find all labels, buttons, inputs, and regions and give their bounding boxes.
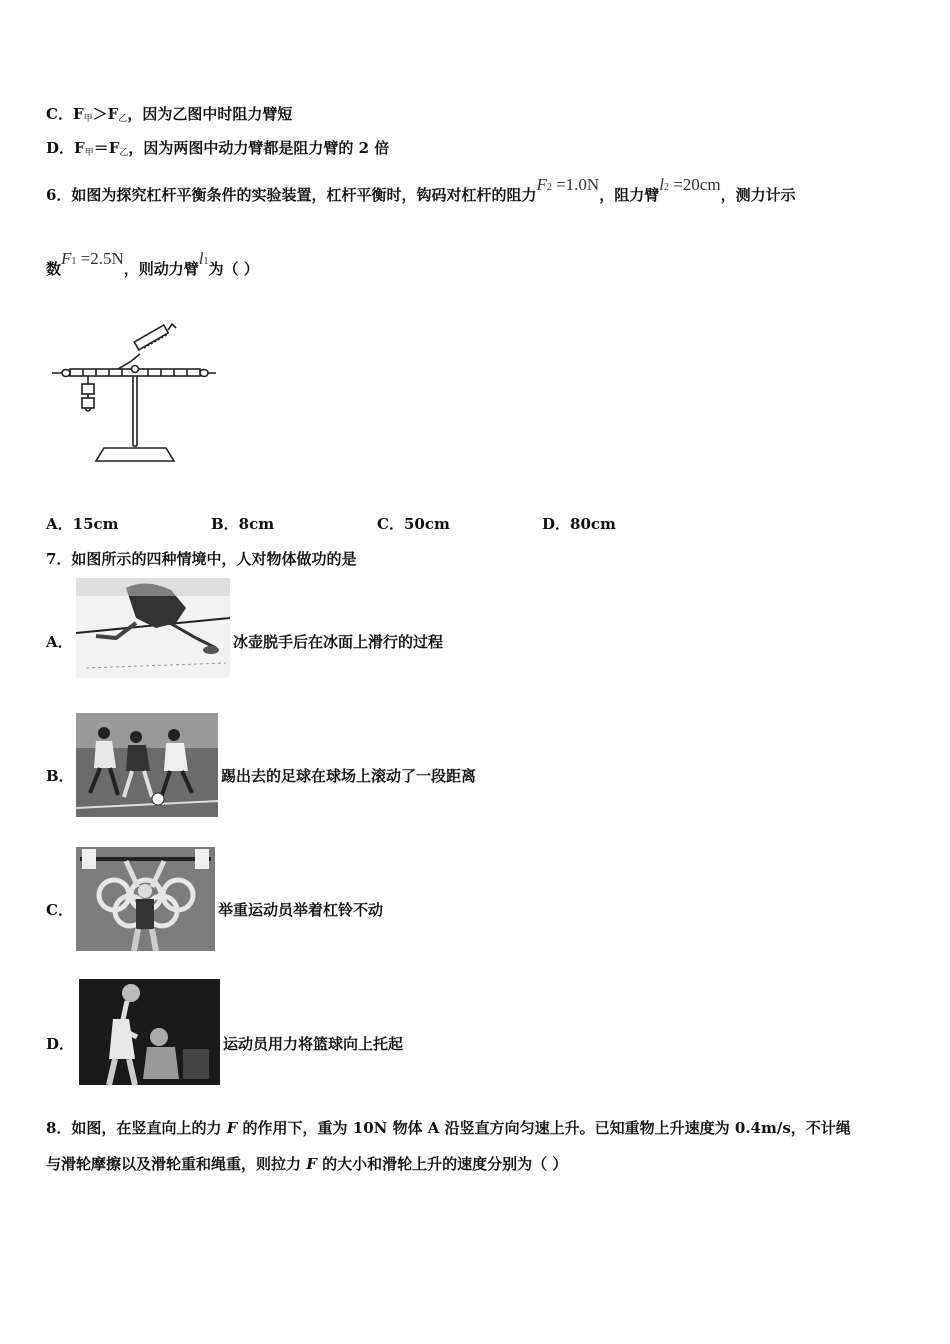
- q7-option-a-text: 冰壶脱手后在冰面上滑行的过程: [233, 633, 444, 651]
- lever-apparatus-figure: [48, 318, 223, 466]
- weightlifting-photo: [76, 847, 215, 951]
- q6-option-a[interactable]: A．15cm: [46, 515, 119, 533]
- option-c-line: C．F甲＞F乙，因为乙图中时阻力臂短: [46, 105, 293, 124]
- q6-option-d[interactable]: D．80cm: [542, 515, 616, 533]
- option-d-line: D．F甲＝F乙，因为两图中动力臂都是阻力臂的 2 倍: [46, 139, 390, 158]
- l1-formula: l1: [198, 249, 209, 268]
- q6-stem-line1: 6．如图为探究杠杆平衡条件的实验装置，杠杆平衡时，钩码对杠杆的阻力F2 =1.0N，阻力臂l2 =20cm，测力计示: [46, 175, 796, 204]
- q7-stem: 7．如图所示的四种情境中，人对物体做功的是: [46, 550, 357, 568]
- basketball-photo: [79, 979, 220, 1085]
- f1-formula: F1 =2.5N: [61, 249, 124, 268]
- q6-option-b[interactable]: B．8cm: [211, 515, 275, 533]
- q6-option-c[interactable]: C．50cm: [377, 515, 450, 533]
- curling-photo: [76, 578, 230, 678]
- q7-option-b-text: 踢出去的足球在球场上滚动了一段距离: [221, 767, 477, 785]
- soccer-photo: [76, 713, 218, 817]
- f2-formula: F2 =1.0N: [536, 175, 600, 194]
- q7-option-c-letter[interactable]: C．: [46, 901, 73, 919]
- q7-option-a-letter[interactable]: A．: [46, 633, 73, 651]
- q8-stem-line2: 与滑轮摩擦以及滑轮重和绳重，则拉力 F 的大小和滑轮上升的速度分别为（ ）: [46, 1155, 568, 1173]
- q7-option-b-letter[interactable]: B．: [46, 767, 74, 785]
- q7-option-d-letter[interactable]: D．: [46, 1035, 75, 1053]
- l2-formula: l2 =20cm: [659, 175, 721, 194]
- q7-option-d-text: 运动员用力将篮球向上托起: [223, 1035, 404, 1053]
- q7-option-c-text: 举重运动员举着杠铃不动: [218, 901, 384, 919]
- q6-stem-line2: 数F1 =2.5N，则动力臂l1为（ ）: [46, 249, 259, 278]
- q8-stem-line1: 8．如图，在竖直向上的力 F 的作用下，重为 10N 物体 A 沿竖直方向匀速上升。已知重物上升速度为 0.4m/s，不计绳: [46, 1119, 851, 1137]
